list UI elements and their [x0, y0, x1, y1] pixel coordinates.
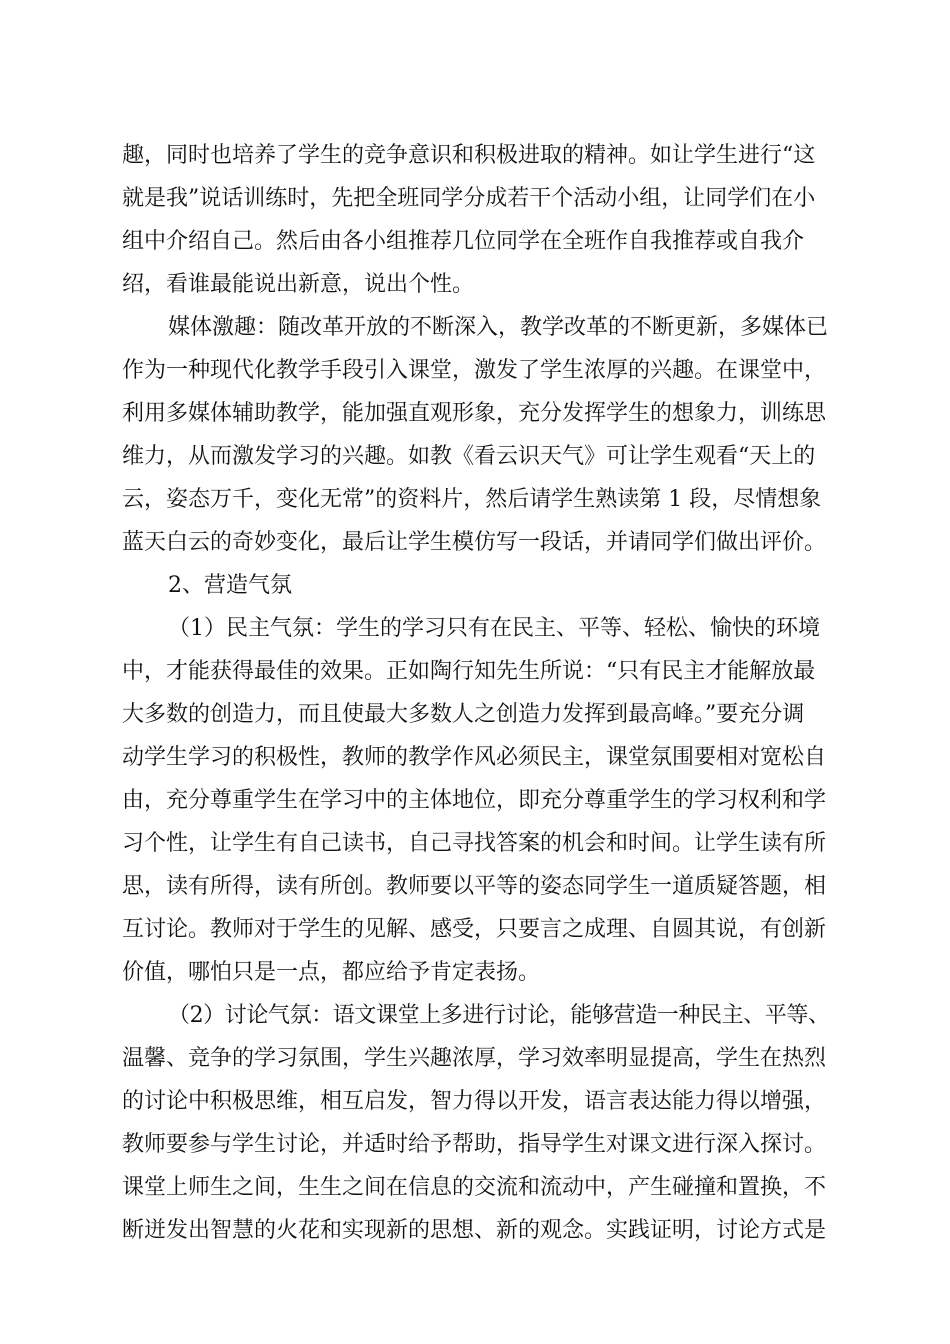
section-heading: 2、营造气氛 [168, 573, 292, 598]
text-line: 中，才能获得最佳的效果。正如陶行知先生所说：“只有民主才能解放最 [122, 659, 816, 684]
text-line: 就是我”说话训练时，先把全班同学分成若干个活动小组，让同学们在小 [122, 186, 816, 211]
text-line: 习个性，让学生有自己读书，自己寻找答案的机会和时间。让学生读有所 [122, 831, 827, 856]
text-line: 大多数的创造力，而且使最大多数人之创造力发挥到最高峰。”要充分调 [122, 702, 805, 727]
text-line: 蓝天白云的奇妙变化，最后让学生模仿写一段话，并请同学们做出评价。 [122, 530, 827, 555]
text-line: 断迸发出智慧的火花和实现新的思想、新的观念。实践证明，讨论方式是 [122, 1218, 827, 1243]
text-line: 维力，从而激发学习的兴趣。如教《看云识天气》可让学生观看“天上的 [122, 444, 816, 469]
text-line: 云，姿态万千，变化无常”的资料片，然后请学生熟读第 1 段，尽情想象 [122, 487, 822, 512]
text-line: 绍，看谁最能说出新意，说出个性。 [122, 272, 475, 297]
text-line: 动学生学习的积极性，教师的教学作风必须民主，课堂氛围要相对宽松自 [122, 745, 827, 770]
text-line: 课堂上师生之间，生生之间在信息的交流和流动中，产生碰撞和置换，不 [122, 1175, 827, 1200]
text-line: 组中介绍自己。然后由各小组推荐几位同学在全班作自我推荐或自我介 [122, 229, 805, 254]
text-line: （2）讨论气氛：语文课堂上多进行讨论，能够营造一种民主、平等、 [168, 1003, 830, 1028]
text-line: 的讨论中积极思维，相互启发，智力得以开发，语言表达能力得以增强， [122, 1089, 827, 1114]
text-line: 作为一种现代化教学手段引入课堂，激发了学生浓厚的兴趣。在课堂中， [122, 358, 827, 383]
text-line: 思，读有所得，读有所创。教师要以平等的姿态同学生一道质疑答题，相 [122, 874, 827, 899]
text-line: 趣，同时也培养了学生的竞争意识和积极进取的精神。如让学生进行“这 [122, 143, 816, 168]
text-line: 价值，哪怕只是一点，都应给予肯定表扬。 [122, 960, 541, 985]
text-line: （1）民主气氛：学生的学习只有在民主、平等、轻松、愉快的环境 [168, 616, 820, 641]
text-line: 利用多媒体辅助教学，能加强直观形象，充分发挥学生的想象力，训练思 [122, 401, 827, 426]
text-line: 互讨论。教师对于学生的见解、感受，只要言之成理、自圆其说，有创新 [122, 917, 827, 942]
text-line: 教师要参与学生讨论，并适时给予帮助，指导学生对课文进行深入探讨。 [122, 1132, 827, 1157]
text-line: 由，充分尊重学生在学习中的主体地位，即充分尊重学生的学习权利和学 [122, 788, 827, 813]
text-line: 温馨、竞争的学习氛围，学生兴趣浓厚，学习效率明显提高，学生在热烈 [122, 1046, 827, 1071]
text-line: 媒体激趣：随改革开放的不断深入，教学改革的不断更新，多媒体已 [168, 315, 829, 340]
